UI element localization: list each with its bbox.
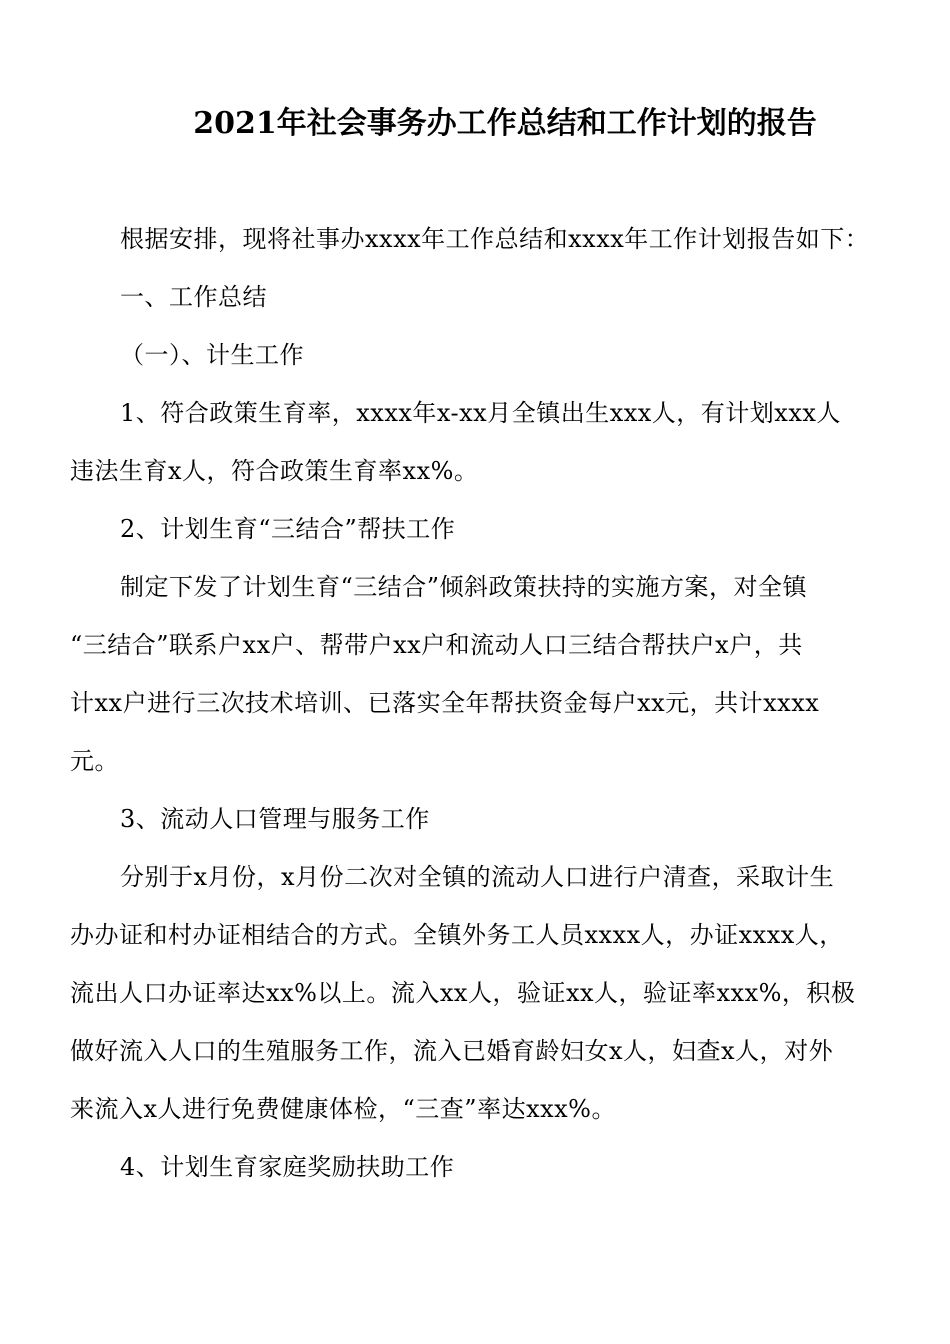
paragraph-line: 流出人口办证率达xx%以上。流入xx人，验证xx人，验证率xxx%，积极 [70, 979, 856, 1007]
paragraph-line: 来流入x人进行免费健康体检，“三查”率达xxx%。 [70, 1095, 616, 1123]
document-title: 2021年社会事务办工作总结和工作计划的报告 [193, 106, 817, 141]
paragraph-line: 计xx户进行三次技术培训、已落实全年帮扶资金每户xx元，共计xxxx [70, 689, 820, 717]
paragraph-line: 根据安排，现将社事办xxxx年工作总结和xxxx年工作计划报告如下： [120, 225, 870, 253]
subsection-heading: （一）、计生工作 [120, 341, 304, 369]
paragraph-line: 违法生育x人，符合政策生育率xx%。 [70, 457, 479, 485]
paragraph-line: “三结合”联系户xx户、帮带户xx户和流动人口三结合帮扶户x户，共 [70, 631, 803, 659]
paragraph-line: 1、符合政策生育率，xxxx年x-xx月全镇出生xxx人，有计划xxx人 [120, 399, 841, 427]
item-heading: 2、计划生育“三结合”帮扶工作 [120, 515, 456, 543]
item-heading: 3、流动人口管理与服务工作 [120, 805, 430, 833]
paragraph-line: 分别于x月份，x月份二次对全镇的流动人口进行户清查，采取计生 [120, 863, 835, 891]
paragraph-line: 办办证和村办证相结合的方式。全镇外务工人员xxxx人，办证xxxx人， [70, 921, 844, 949]
document-body [70, 210, 882, 1196]
paragraph-line: 做好流入人口的生殖服务工作，流入已婚育龄妇女x人，妇查x人，对外 [70, 1037, 834, 1065]
section-heading: 一、工作总结 [120, 283, 267, 311]
paragraph-line: 元。 [70, 747, 119, 775]
item-heading: 4、计划生育家庭奖励扶助工作 [120, 1153, 455, 1181]
paragraph-line: 制定下发了计划生育“三结合”倾斜政策扶持的实施方案，对全镇 [120, 573, 808, 601]
